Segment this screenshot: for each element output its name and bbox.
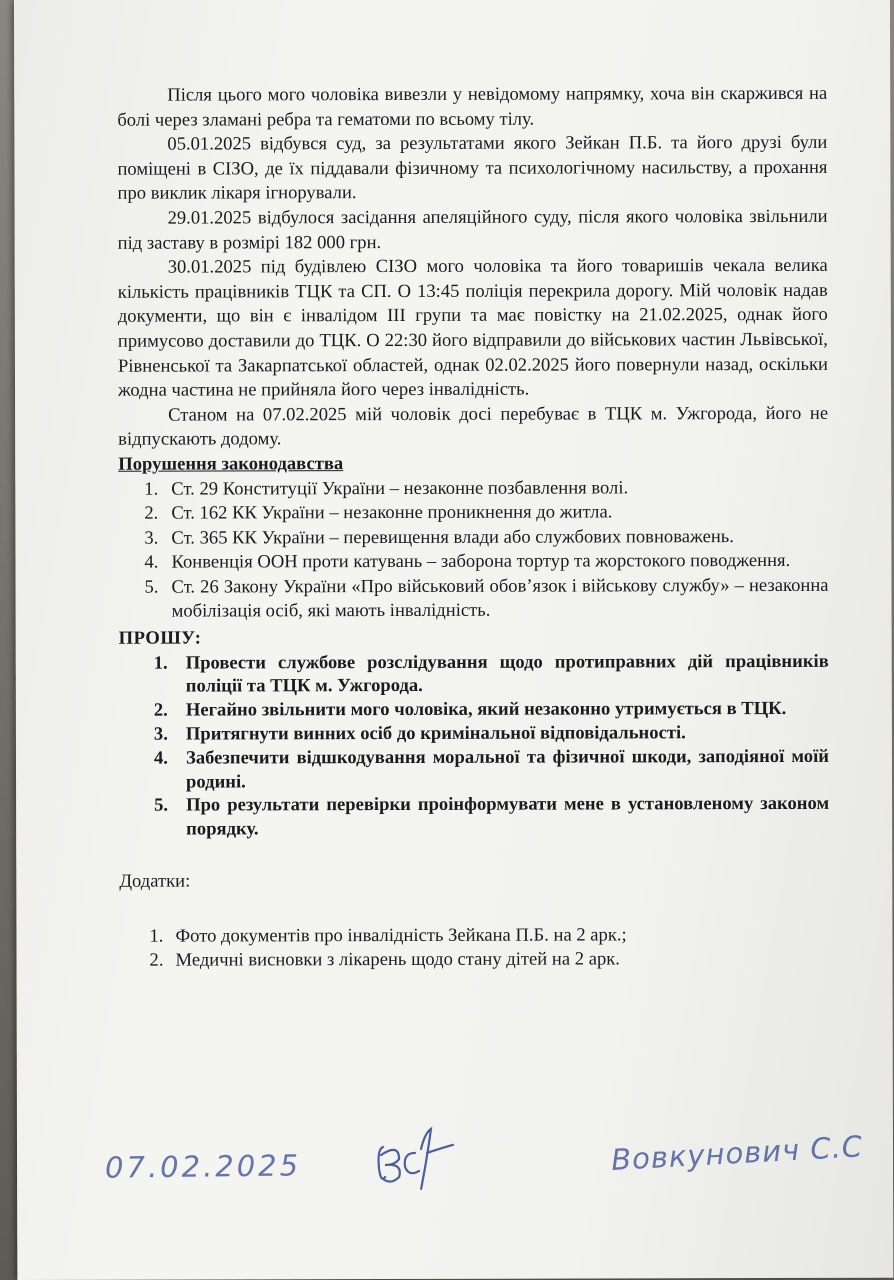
list-item — [118, 475, 828, 501]
paragraph-1: Після цього мого чоловіка вивезли у невідомому напрямку, хоча він скаржився на болі через зламані ребра та гематоми по всьому тілу. — [117, 82, 828, 131]
list-text: Забезпечити відшкодування моральної та фізичної шкоди, заподіяної моїй родині. — [185, 745, 830, 793]
paragraph-5: Станом на 07.02.2025 мій чоловік досі перебуває в ТЦК м. Ужгорода, його не відпускають додому. — [118, 402, 829, 451]
list-item — [119, 792, 829, 841]
handwritten-name: Вовкунович С.С — [610, 1129, 864, 1178]
requests-list — [119, 650, 829, 842]
list-number: 5. — [154, 795, 169, 817]
list-item — [119, 697, 829, 723]
handwritten-date: 07.02.2025 — [104, 1148, 302, 1185]
list-item — [118, 549, 828, 575]
list-number: 1. — [149, 925, 164, 947]
attachments-title: Додатки: — [119, 870, 191, 892]
list-number: 2. — [153, 699, 168, 721]
list-number: 4. — [153, 747, 168, 769]
document-body — [117, 82, 829, 974]
list-number: 3. — [153, 723, 168, 745]
list-item — [119, 947, 829, 973]
list-item — [119, 721, 829, 747]
list-text: Притягнути винних осіб до кримінальної відповідальності. — [185, 722, 686, 745]
paragraph-2: 05.01.2025 відбувся суд, за результатами якого Зейкан П.Б. та його друзі були поміщені в СІЗО, де їх піддавали фізичному та психологічному насильству, а прохання про виклик лікаря ігнорували. — [117, 132, 828, 205]
list-number: 5. — [144, 576, 159, 598]
list-number: 2. — [144, 502, 159, 524]
list-text: Конвенція ООН проти катувань – заборона тортур та жорстокого поводження. — [171, 550, 791, 573]
list-text: Провести службове розслідування щодо протиправних дій працівників поліції та ТЦК м. Ужгорода. — [185, 650, 829, 698]
list-number: 4. — [144, 551, 159, 573]
list-number: 2. — [149, 949, 164, 971]
request-title: ПРОШУ: — [118, 627, 202, 649]
list-item — [119, 574, 829, 625]
list-number: 1. — [144, 478, 159, 500]
list-text: Ст. 162 КК України – незаконне проникнення до житла. — [171, 501, 613, 524]
document-page — [14, 0, 893, 1280]
list-item — [119, 745, 829, 794]
list-text: Медичні висновки з лікарень щодо стану дітей на 2 арк. — [175, 948, 620, 971]
list-text: Негайно звільнити мого чоловіка, який незаконно утримується в ТЦК. — [185, 698, 787, 721]
attachments-list — [119, 922, 829, 973]
list-item — [118, 500, 828, 526]
list-text: Фото документів про інвалідність Зейкана П.Б. на 2 арк.; — [175, 924, 627, 947]
paragraph-3: 29.01.2025 відбулося засідання апеляційного суду, після якого чоловіка звільнили під заставу в розмірі 182 000 грн. — [117, 205, 828, 254]
list-item — [118, 525, 828, 551]
list-number: 3. — [144, 527, 159, 549]
list-text: Ст. 29 Конституції України – незаконне позбавлення волі. — [171, 476, 629, 500]
list-text: Ст. 26 Закону України «Про військовий обов’язок і військову службу» – незаконна мобілізація осіб, які мають інвалідність. — [171, 574, 829, 623]
list-text: Ст. 365 КК України – перевищення влади або службових повноважень. — [171, 525, 734, 549]
list-item — [119, 650, 829, 699]
list-number: 1. — [153, 652, 168, 674]
signature — [369, 1119, 459, 1194]
violations-list — [118, 475, 828, 624]
paragraph-4: 30.01.2025 під будівлею СІЗО мого чоловіка та його товаришів чекала велика кількість працівників ТЦК та СП. О 13:45 поліція перекрила дорогу. Мій чоловік надав документи, що він є інвалідом ІІІ групи та має повістку на 21.02.2025, однак його примусово доставили до ТЦК. О 22:30 його відправили до військових частин Львівської, Рівненської та Закарпатської областей, однак 02.02.2025 його повернули назад, оскільки жодна частина не прийняла його через інвалідність. — [117, 255, 828, 401]
list-text: Про результати перевірки проінформувати мене в установленому законом порядку. — [186, 793, 830, 840]
list-item — [119, 922, 829, 948]
violations-title: Порушення законодавства — [118, 453, 344, 475]
